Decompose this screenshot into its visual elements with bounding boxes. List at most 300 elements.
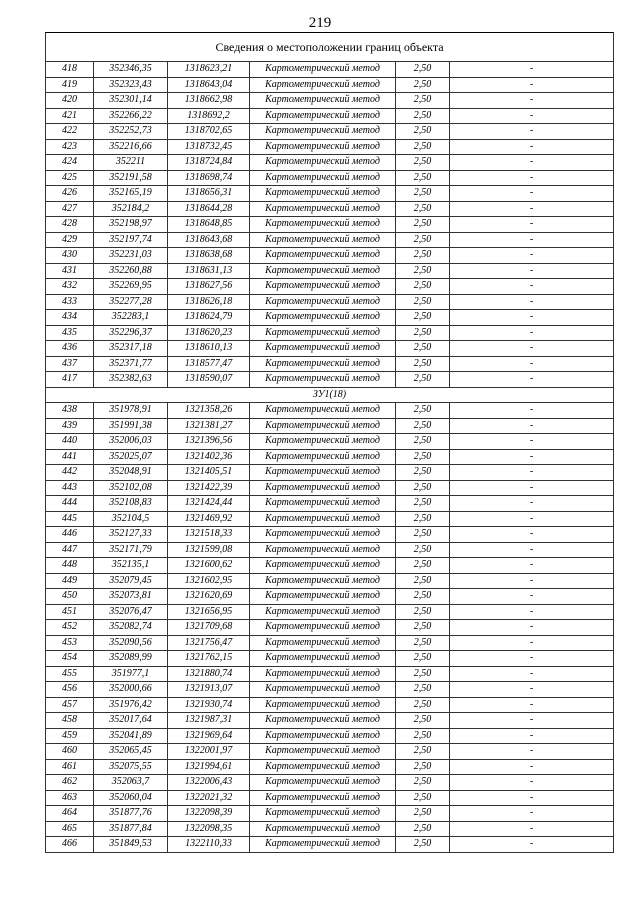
description-cell: -: [450, 232, 614, 248]
method-cell: Картометрический метод: [250, 728, 396, 744]
method-cell: Картометрический метод: [250, 837, 396, 853]
method-cell: Картометрический метод: [250, 465, 396, 481]
table-row: [46, 759, 614, 775]
y-coordinate-cell: 1321396,56: [168, 434, 250, 450]
x-coordinate-cell: 352371,77: [94, 356, 168, 372]
point-number-cell: 460: [46, 744, 94, 760]
point-number-cell: 423: [46, 139, 94, 155]
method-cell: Картометрический метод: [250, 124, 396, 140]
point-number-cell: 433: [46, 294, 94, 310]
method-cell: Картометрический метод: [250, 573, 396, 589]
x-coordinate-cell: 352025,07: [94, 449, 168, 465]
accuracy-cell: 2,50: [396, 759, 450, 775]
method-cell: Картометрический метод: [250, 403, 396, 419]
description-cell: -: [450, 837, 614, 853]
description-cell: -: [450, 434, 614, 450]
description-cell: -: [450, 403, 614, 419]
y-coordinate-cell: 1318590,07: [168, 372, 250, 388]
y-coordinate-cell: 1322006,43: [168, 775, 250, 791]
table-row: [46, 356, 614, 372]
description-cell: -: [450, 217, 614, 233]
description-cell: -: [450, 93, 614, 109]
method-cell: Картометрический метод: [250, 356, 396, 372]
method-cell: Картометрический метод: [250, 511, 396, 527]
table-row: [46, 821, 614, 837]
description-cell: -: [450, 186, 614, 202]
point-number-cell: 425: [46, 170, 94, 186]
section-row: [46, 387, 614, 403]
accuracy-cell: 2,50: [396, 837, 450, 853]
accuracy-cell: 2,50: [396, 248, 450, 264]
point-number-cell: 449: [46, 573, 94, 589]
y-coordinate-cell: 1321620,69: [168, 589, 250, 605]
y-coordinate-cell: 1321656,95: [168, 604, 250, 620]
accuracy-cell: 2,50: [396, 573, 450, 589]
method-cell: Картометрический метод: [250, 93, 396, 109]
x-coordinate-cell: 352171,79: [94, 542, 168, 558]
x-coordinate-cell: 352065,45: [94, 744, 168, 760]
point-number-cell: 441: [46, 449, 94, 465]
description-cell: -: [450, 325, 614, 341]
description-cell: -: [450, 790, 614, 806]
x-coordinate-cell: 351877,84: [94, 821, 168, 837]
point-number-cell: 434: [46, 310, 94, 326]
point-number-cell: 447: [46, 542, 94, 558]
y-coordinate-cell: 1321602,95: [168, 573, 250, 589]
point-number-cell: 426: [46, 186, 94, 202]
x-coordinate-cell: 352198,97: [94, 217, 168, 233]
method-cell: Картометрический метод: [250, 325, 396, 341]
point-number-cell: 457: [46, 697, 94, 713]
accuracy-cell: 2,50: [396, 542, 450, 558]
table-row: [46, 108, 614, 124]
accuracy-cell: 2,50: [396, 651, 450, 667]
description-cell: -: [450, 124, 614, 140]
table-row: [46, 806, 614, 822]
point-number-cell: 437: [46, 356, 94, 372]
description-cell: -: [450, 170, 614, 186]
point-number-cell: 424: [46, 155, 94, 171]
x-coordinate-cell: 352283,1: [94, 310, 168, 326]
method-cell: Картометрический метод: [250, 744, 396, 760]
y-coordinate-cell: 1318662,98: [168, 93, 250, 109]
description-cell: -: [450, 527, 614, 543]
x-coordinate-cell: 352197,74: [94, 232, 168, 248]
point-number-cell: 451: [46, 604, 94, 620]
point-number-cell: 430: [46, 248, 94, 264]
method-cell: Картометрический метод: [250, 635, 396, 651]
point-number-cell: 452: [46, 620, 94, 636]
y-coordinate-cell: 1321709,68: [168, 620, 250, 636]
method-cell: Картометрический метод: [250, 604, 396, 620]
point-number-cell: 462: [46, 775, 94, 791]
point-number-cell: 438: [46, 403, 94, 419]
accuracy-cell: 2,50: [396, 697, 450, 713]
table-row: [46, 511, 614, 527]
method-cell: Картометрический метод: [250, 821, 396, 837]
x-coordinate-cell: 352104,5: [94, 511, 168, 527]
x-coordinate-cell: 352006,03: [94, 434, 168, 450]
accuracy-cell: 2,50: [396, 77, 450, 93]
description-cell: -: [450, 465, 614, 481]
description-cell: -: [450, 418, 614, 434]
table-row: [46, 124, 614, 140]
table-row: [46, 403, 614, 419]
point-number-cell: 427: [46, 201, 94, 217]
y-coordinate-cell: 1322110,33: [168, 837, 250, 853]
point-number-cell: 418: [46, 62, 94, 78]
description-cell: -: [450, 620, 614, 636]
point-number-cell: 461: [46, 759, 94, 775]
accuracy-cell: 2,50: [396, 124, 450, 140]
accuracy-cell: 2,50: [396, 790, 450, 806]
y-coordinate-cell: 1322021,32: [168, 790, 250, 806]
description-cell: -: [450, 573, 614, 589]
accuracy-cell: 2,50: [396, 465, 450, 481]
y-coordinate-cell: 1318638,68: [168, 248, 250, 264]
x-coordinate-cell: 352073,81: [94, 589, 168, 605]
table-row: [46, 325, 614, 341]
x-coordinate-cell: 352382,63: [94, 372, 168, 388]
x-coordinate-cell: 352060,04: [94, 790, 168, 806]
accuracy-cell: 2,50: [396, 728, 450, 744]
table-row: [46, 620, 614, 636]
y-coordinate-cell: 1321880,74: [168, 666, 250, 682]
description-cell: -: [450, 449, 614, 465]
table-row: [46, 449, 614, 465]
description-cell: -: [450, 263, 614, 279]
description-cell: -: [450, 697, 614, 713]
accuracy-cell: 2,50: [396, 341, 450, 357]
x-coordinate-cell: 352082,74: [94, 620, 168, 636]
description-cell: -: [450, 558, 614, 574]
table-row: [46, 155, 614, 171]
description-cell: -: [450, 279, 614, 295]
accuracy-cell: 2,50: [396, 186, 450, 202]
table-row: [46, 527, 614, 543]
point-number-cell: 464: [46, 806, 94, 822]
table-row: [46, 434, 614, 450]
x-coordinate-cell: 352017,64: [94, 713, 168, 729]
y-coordinate-cell: 1318692,2: [168, 108, 250, 124]
x-coordinate-cell: 352000,66: [94, 682, 168, 698]
x-coordinate-cell: 351991,38: [94, 418, 168, 434]
y-coordinate-cell: 1318577,47: [168, 356, 250, 372]
x-coordinate-cell: 352075,55: [94, 759, 168, 775]
section-label: ЗУ1(18): [46, 387, 614, 403]
table-row: [46, 790, 614, 806]
y-coordinate-cell: 1318610,13: [168, 341, 250, 357]
table-row: [46, 542, 614, 558]
x-coordinate-cell: 352184,2: [94, 201, 168, 217]
method-cell: Картометрический метод: [250, 449, 396, 465]
description-cell: -: [450, 62, 614, 78]
description-cell: -: [450, 651, 614, 667]
table-row: [46, 713, 614, 729]
table-row: [46, 496, 614, 512]
table-row: [46, 232, 614, 248]
x-coordinate-cell: 351978,91: [94, 403, 168, 419]
point-number-cell: 459: [46, 728, 94, 744]
accuracy-cell: 2,50: [396, 93, 450, 109]
description-cell: -: [450, 341, 614, 357]
table-row: [46, 62, 614, 78]
description-cell: -: [450, 775, 614, 791]
method-cell: Картометрический метод: [250, 589, 396, 605]
table-row: [46, 635, 614, 651]
x-coordinate-cell: 351849,53: [94, 837, 168, 853]
y-coordinate-cell: 1318620,23: [168, 325, 250, 341]
y-coordinate-cell: 1318656,31: [168, 186, 250, 202]
accuracy-cell: 2,50: [396, 232, 450, 248]
description-cell: -: [450, 139, 614, 155]
x-coordinate-cell: 352269,95: [94, 279, 168, 295]
point-number-cell: 417: [46, 372, 94, 388]
y-coordinate-cell: 1321469,92: [168, 511, 250, 527]
x-coordinate-cell: 352076,47: [94, 604, 168, 620]
method-cell: Картометрический метод: [250, 527, 396, 543]
accuracy-cell: 2,50: [396, 496, 450, 512]
point-number-cell: 454: [46, 651, 94, 667]
description-cell: -: [450, 248, 614, 264]
x-coordinate-cell: 351976,42: [94, 697, 168, 713]
accuracy-cell: 2,50: [396, 356, 450, 372]
y-coordinate-cell: 1322098,35: [168, 821, 250, 837]
table-row: [46, 682, 614, 698]
y-coordinate-cell: 1321756,47: [168, 635, 250, 651]
y-coordinate-cell: 1318623,21: [168, 62, 250, 78]
y-coordinate-cell: 1321422,39: [168, 480, 250, 496]
table-row: [46, 186, 614, 202]
method-cell: Картометрический метод: [250, 155, 396, 171]
point-number-cell: 450: [46, 589, 94, 605]
method-cell: Картометрический метод: [250, 666, 396, 682]
y-coordinate-cell: 1322001,97: [168, 744, 250, 760]
y-coordinate-cell: 1321913,07: [168, 682, 250, 698]
accuracy-cell: 2,50: [396, 480, 450, 496]
y-coordinate-cell: 1321518,33: [168, 527, 250, 543]
point-number-cell: 458: [46, 713, 94, 729]
x-coordinate-cell: 352296,37: [94, 325, 168, 341]
accuracy-cell: 2,50: [396, 713, 450, 729]
accuracy-cell: 2,50: [396, 806, 450, 822]
y-coordinate-cell: 1318643,68: [168, 232, 250, 248]
table-row: [46, 310, 614, 326]
table-row: [46, 480, 614, 496]
accuracy-cell: 2,50: [396, 294, 450, 310]
y-coordinate-cell: 1321402,36: [168, 449, 250, 465]
table-row: [46, 418, 614, 434]
method-cell: Картометрический метод: [250, 201, 396, 217]
point-number-cell: 456: [46, 682, 94, 698]
point-number-cell: 435: [46, 325, 94, 341]
y-coordinate-cell: 1322098,39: [168, 806, 250, 822]
x-coordinate-cell: 352317,18: [94, 341, 168, 357]
accuracy-cell: 2,50: [396, 201, 450, 217]
table-title-row: [46, 33, 614, 62]
y-coordinate-cell: 1321600,62: [168, 558, 250, 574]
y-coordinate-cell: 1321381,27: [168, 418, 250, 434]
y-coordinate-cell: 1321987,31: [168, 713, 250, 729]
table-row: [46, 744, 614, 760]
method-cell: Картометрический метод: [250, 620, 396, 636]
description-cell: -: [450, 589, 614, 605]
table-row: [46, 465, 614, 481]
method-cell: Картометрический метод: [250, 542, 396, 558]
x-coordinate-cell: 352041,89: [94, 728, 168, 744]
x-coordinate-cell: 352102,08: [94, 480, 168, 496]
x-coordinate-cell: 352127,33: [94, 527, 168, 543]
y-coordinate-cell: 1321358,26: [168, 403, 250, 419]
description-cell: -: [450, 372, 614, 388]
accuracy-cell: 2,50: [396, 263, 450, 279]
table-row: [46, 651, 614, 667]
table-row: [46, 573, 614, 589]
accuracy-cell: 2,50: [396, 821, 450, 837]
y-coordinate-cell: 1321424,44: [168, 496, 250, 512]
table-row: [46, 728, 614, 744]
description-cell: -: [450, 496, 614, 512]
table-row: [46, 170, 614, 186]
method-cell: Картометрический метод: [250, 186, 396, 202]
x-coordinate-cell: 352211: [94, 155, 168, 171]
x-coordinate-cell: 351877,76: [94, 806, 168, 822]
description-cell: -: [450, 310, 614, 326]
point-number-cell: 463: [46, 790, 94, 806]
accuracy-cell: 2,50: [396, 434, 450, 450]
x-coordinate-cell: 352063,7: [94, 775, 168, 791]
x-coordinate-cell: 351977,1: [94, 666, 168, 682]
point-number-cell: 429: [46, 232, 94, 248]
accuracy-cell: 2,50: [396, 155, 450, 171]
point-number-cell: 466: [46, 837, 94, 853]
method-cell: Картометрический метод: [250, 310, 396, 326]
method-cell: Картометрический метод: [250, 434, 396, 450]
accuracy-cell: 2,50: [396, 666, 450, 682]
method-cell: Картометрический метод: [250, 217, 396, 233]
description-cell: -: [450, 713, 614, 729]
table-row: [46, 837, 614, 853]
y-coordinate-cell: 1318648,85: [168, 217, 250, 233]
method-cell: Картометрический метод: [250, 806, 396, 822]
description-cell: -: [450, 542, 614, 558]
method-cell: Картометрический метод: [250, 341, 396, 357]
x-coordinate-cell: 352216,66: [94, 139, 168, 155]
table-row: [46, 93, 614, 109]
accuracy-cell: 2,50: [396, 682, 450, 698]
description-cell: -: [450, 604, 614, 620]
point-number-cell: 444: [46, 496, 94, 512]
method-cell: Картометрический метод: [250, 790, 396, 806]
point-number-cell: 436: [46, 341, 94, 357]
x-coordinate-cell: 352231,03: [94, 248, 168, 264]
description-cell: -: [450, 108, 614, 124]
page-number: 219: [308, 15, 332, 31]
boundary-table-body: [46, 33, 614, 853]
method-cell: Картометрический метод: [250, 759, 396, 775]
accuracy-cell: 2,50: [396, 449, 450, 465]
boundary-table: [45, 32, 614, 853]
y-coordinate-cell: 1321762,15: [168, 651, 250, 667]
y-coordinate-cell: 1318643,04: [168, 77, 250, 93]
accuracy-cell: 2,50: [396, 775, 450, 791]
accuracy-cell: 2,50: [396, 744, 450, 760]
y-coordinate-cell: 1318624,79: [168, 310, 250, 326]
accuracy-cell: 2,50: [396, 372, 450, 388]
description-cell: -: [450, 744, 614, 760]
table-row: [46, 775, 614, 791]
y-coordinate-cell: 1318644,28: [168, 201, 250, 217]
description-cell: -: [450, 77, 614, 93]
accuracy-cell: 2,50: [396, 604, 450, 620]
table-row: [46, 77, 614, 93]
description-cell: -: [450, 356, 614, 372]
description-cell: -: [450, 480, 614, 496]
x-coordinate-cell: 352323,43: [94, 77, 168, 93]
description-cell: -: [450, 201, 614, 217]
table-row: [46, 589, 614, 605]
table-row: [46, 248, 614, 264]
accuracy-cell: 2,50: [396, 62, 450, 78]
x-coordinate-cell: 352089,99: [94, 651, 168, 667]
x-coordinate-cell: 352090,56: [94, 635, 168, 651]
method-cell: Картометрический метод: [250, 139, 396, 155]
accuracy-cell: 2,50: [396, 589, 450, 605]
table-row: [46, 372, 614, 388]
description-cell: -: [450, 294, 614, 310]
accuracy-cell: 2,50: [396, 511, 450, 527]
accuracy-cell: 2,50: [396, 217, 450, 233]
method-cell: Картометрический метод: [250, 651, 396, 667]
point-number-cell: 420: [46, 93, 94, 109]
method-cell: Картометрический метод: [250, 279, 396, 295]
method-cell: Картометрический метод: [250, 108, 396, 124]
y-coordinate-cell: 1318732,45: [168, 139, 250, 155]
method-cell: Картометрический метод: [250, 372, 396, 388]
table-row: [46, 217, 614, 233]
description-cell: -: [450, 821, 614, 837]
x-coordinate-cell: 352191,58: [94, 170, 168, 186]
accuracy-cell: 2,50: [396, 620, 450, 636]
description-cell: -: [450, 806, 614, 822]
accuracy-cell: 2,50: [396, 527, 450, 543]
point-number-cell: 453: [46, 635, 94, 651]
table-row: [46, 666, 614, 682]
point-number-cell: 419: [46, 77, 94, 93]
point-number-cell: 421: [46, 108, 94, 124]
table-row: [46, 697, 614, 713]
table-row: [46, 139, 614, 155]
accuracy-cell: 2,50: [396, 170, 450, 186]
y-coordinate-cell: 1321994,61: [168, 759, 250, 775]
description-cell: -: [450, 635, 614, 651]
accuracy-cell: 2,50: [396, 139, 450, 155]
table-row: [46, 558, 614, 574]
x-coordinate-cell: 352301,14: [94, 93, 168, 109]
table-row: [46, 341, 614, 357]
description-cell: -: [450, 759, 614, 775]
point-number-cell: 422: [46, 124, 94, 140]
method-cell: Картометрический метод: [250, 294, 396, 310]
y-coordinate-cell: 1321599,08: [168, 542, 250, 558]
point-number-cell: 446: [46, 527, 94, 543]
method-cell: Картометрический метод: [250, 496, 396, 512]
method-cell: Картометрический метод: [250, 263, 396, 279]
table-row: [46, 279, 614, 295]
method-cell: Картометрический метод: [250, 697, 396, 713]
y-coordinate-cell: 1318698,74: [168, 170, 250, 186]
y-coordinate-cell: 1318631,13: [168, 263, 250, 279]
